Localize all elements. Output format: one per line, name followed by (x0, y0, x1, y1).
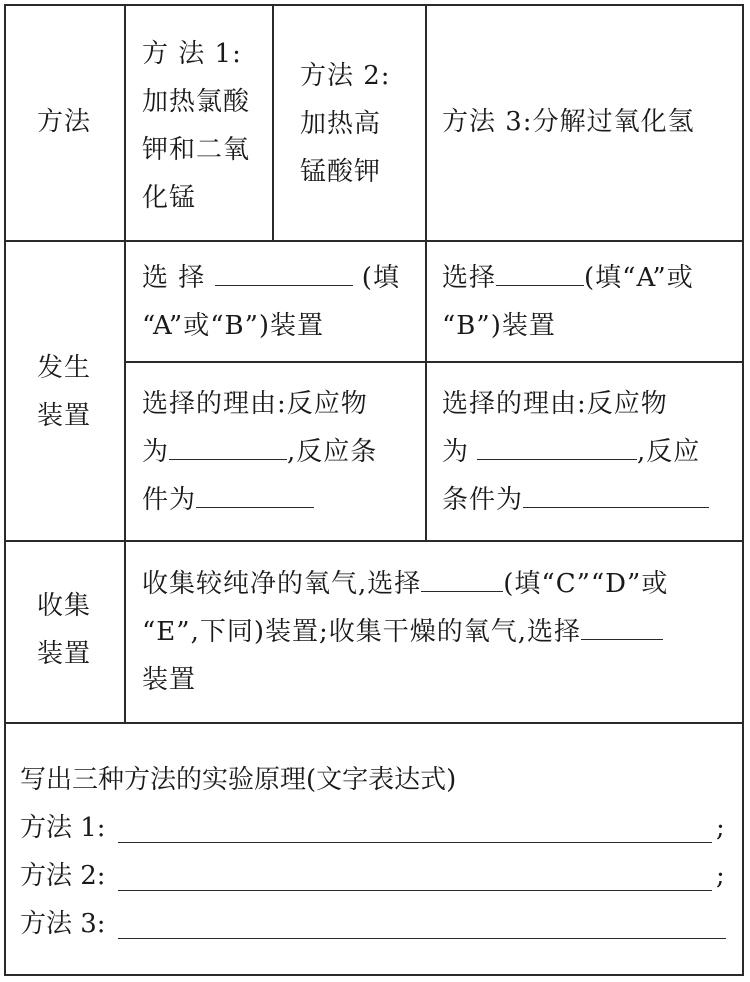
answer-line-1[interactable] (118, 842, 712, 843)
reason-left-cell (142, 380, 377, 524)
reason-left-line: 选择的理由:反应物 (142, 389, 368, 419)
answer-blank[interactable] (215, 261, 353, 286)
select-left-line (142, 254, 400, 302)
select-right-cell (442, 254, 694, 350)
principle-label-3: 方法 3: (20, 909, 106, 939)
answer-blank[interactable] (169, 435, 287, 460)
select-left-word: 选 择 (142, 263, 206, 293)
answer-blank[interactable] (421, 567, 503, 592)
row-header-generator-line: 发生 (36, 353, 91, 383)
reason-right-line: 选择的理由:反应物 (442, 389, 668, 419)
select-right-line: “B”)装置 (442, 311, 556, 341)
principle-end-2: ; (716, 861, 725, 891)
collector-text: (填“C”“D”或 (503, 569, 669, 599)
method1-line: 钾和二氧 (142, 135, 251, 165)
principle-title: 写出三种方法的实验原理(文字表达式) (20, 765, 457, 795)
method1-line: 化锰 (142, 183, 197, 213)
method1-line: 加热氯酸 (142, 87, 251, 117)
row-header-collector-line: 收集 (36, 591, 91, 621)
method2-line: 锰酸钾 (300, 157, 382, 187)
method1-cell (142, 30, 250, 222)
reason-right-text: 为 (442, 437, 470, 467)
reason-left-line (142, 428, 377, 476)
select-right-word: 选择 (442, 263, 497, 293)
principle-label-2: 方法 2: (20, 861, 106, 891)
principle-label-1: 方法 1: (20, 813, 106, 843)
row-header-collector-line: 装置 (36, 639, 91, 669)
reason-right-text: ,反应 (637, 437, 701, 467)
method2-line: 方法 2: (300, 61, 391, 91)
answer-blank[interactable] (496, 261, 584, 286)
collector-line (142, 608, 668, 656)
grid-line (425, 4, 427, 540)
answer-blank[interactable] (196, 483, 314, 508)
select-left-cell (142, 254, 400, 350)
grid-line (4, 722, 744, 724)
answer-blank[interactable] (581, 615, 663, 640)
select-left-fill: (填 (361, 263, 400, 293)
grid-line (272, 4, 274, 240)
grid-line (4, 240, 744, 242)
row-header-generator-line: 装置 (36, 401, 91, 431)
reason-left-text: 为 (142, 437, 170, 467)
reason-right-line (442, 476, 709, 524)
method2-cell (300, 52, 391, 196)
reason-left-text: ,反应条 (287, 437, 378, 467)
answer-line-3[interactable] (118, 938, 726, 939)
collector-text: “E”,下同)装置;收集干燥的氧气,选择 (142, 617, 581, 647)
collector-text: 收集较纯净的氧气,选择 (142, 569, 422, 599)
method2-line: 加热高 (300, 109, 382, 139)
row-header-method: 方法 (36, 107, 91, 137)
answer-blank[interactable] (523, 483, 709, 508)
method3-cell: 方法 3:分解过氧化氢 (442, 107, 695, 137)
grid-line (4, 540, 744, 542)
reason-left-text: 件为 (142, 485, 197, 515)
principle-end-1: ; (716, 813, 725, 843)
reason-left-line (142, 476, 377, 524)
method1-line: 方 法 1: (142, 39, 242, 69)
reason-right-text: 条件为 (442, 485, 524, 515)
collector-cell (142, 560, 668, 704)
select-left-line: “A”或“B”)装置 (142, 311, 325, 341)
reason-right-cell (442, 380, 709, 524)
reason-right-line (442, 428, 709, 476)
answer-blank[interactable] (477, 435, 637, 460)
grid-line (124, 4, 126, 722)
select-right-fill: (填“A”或 (584, 263, 694, 293)
grid-line (124, 361, 744, 363)
answer-line-2[interactable] (118, 890, 712, 891)
collector-line: 装置 (142, 665, 197, 695)
select-right-line (442, 254, 694, 302)
collector-line (142, 560, 668, 608)
